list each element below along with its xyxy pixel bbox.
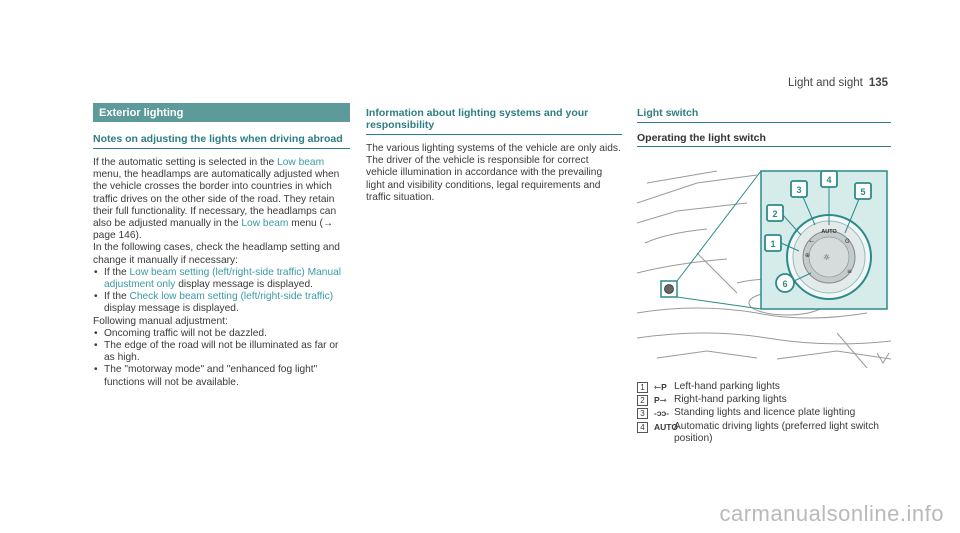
legend-list bbox=[637, 381, 891, 445]
dashboard-illustration bbox=[637, 163, 891, 371]
column-exterior-lighting bbox=[93, 103, 350, 389]
legend-number: 4 bbox=[637, 422, 648, 433]
legend-text: Automatic driving lights (preferred light switch position) bbox=[674, 420, 879, 444]
svg-text:6: 6 bbox=[782, 279, 788, 289]
section-title: Light and sight bbox=[788, 77, 863, 89]
legend-item bbox=[637, 407, 891, 419]
subheading-light-switch: Light switch bbox=[637, 103, 891, 123]
svg-text:4: 4 bbox=[826, 175, 832, 185]
knob-auto-label: AUTO bbox=[821, 229, 837, 235]
standing-lights-icon: -ɔɔ- bbox=[654, 408, 670, 419]
list-item: • Oncoming traffic will not be dazzled. bbox=[93, 328, 350, 340]
svg-text:☼: ☼ bbox=[823, 253, 831, 262]
legend-number: 2 bbox=[637, 395, 648, 406]
section-band: Exterior lighting bbox=[93, 103, 350, 122]
column-responsibility bbox=[366, 103, 622, 204]
watermark: carmanualsonline.info bbox=[719, 501, 944, 526]
text: display message is displayed. bbox=[175, 279, 313, 291]
text: If the automatic setting is selected in the bbox=[93, 157, 278, 168]
paragraph-responsibility: The various lighting systems of the vehicle are only aids. The driver of the vehicle is responsible for correct vehicle illumination in accordance with the prevailing light and visibility conditions, legal requirements and traffic situation. bbox=[366, 143, 621, 203]
parking-left-icon: ⇽P bbox=[654, 382, 667, 392]
text: menu, the headlamps are automatically adjusted when the vehicle crosses the border into countries in which traffic drives on the other side of the road. They retain their full functionality. If necessary, the headlamps can also be adjusted manually in the bbox=[93, 169, 340, 230]
paragraph-auto-adjust bbox=[93, 157, 350, 242]
subheading-responsibility: Information about lighting systems and your responsibility bbox=[366, 103, 622, 135]
auto-icon: AUTO bbox=[654, 421, 678, 432]
legend-number: 3 bbox=[637, 408, 648, 419]
page-number: 135 bbox=[868, 77, 888, 89]
svg-text:5: 5 bbox=[860, 187, 866, 197]
page-ref[interactable]: menu (→ page 146). bbox=[93, 218, 334, 242]
legend-number: 1 bbox=[637, 382, 648, 393]
legend-item bbox=[637, 421, 891, 445]
text: If the bbox=[104, 291, 130, 303]
paragraph-following: Following manual adjustment: bbox=[93, 315, 228, 327]
svg-text:ʘ: ʘ bbox=[845, 238, 850, 245]
legend-text: Left-hand parking lights bbox=[674, 381, 780, 392]
page-header bbox=[788, 77, 888, 89]
menu-ref-low-beam-2: Low beam bbox=[241, 218, 289, 230]
svg-text:1: 1 bbox=[770, 239, 776, 249]
svg-text:3: 3 bbox=[796, 185, 802, 195]
display-message: Low beam setting (left/right-side traffic) Manual adjustment only bbox=[104, 266, 342, 291]
bullet-list-effects bbox=[93, 328, 350, 389]
svg-text:⊕: ⊕ bbox=[805, 252, 811, 259]
text: display message is displayed. bbox=[104, 303, 239, 315]
dash-switch-icon bbox=[661, 281, 677, 297]
list-item: • The "motorway mode" and "enhanced fog light" functions will not be available. bbox=[93, 364, 350, 388]
paragraph-check: In the following cases, check the headlamp setting and change it manually if necessary: bbox=[93, 242, 340, 266]
legend-text: Right-hand parking lights bbox=[674, 394, 787, 406]
menu-ref-low-beam: Low beam bbox=[277, 157, 325, 168]
legend-item bbox=[637, 381, 891, 393]
svg-text:≡: ≡ bbox=[847, 268, 853, 275]
parking-right-icon: P⇾ bbox=[654, 395, 667, 406]
list-item: • The edge of the road will not be illuminated as far or as high. bbox=[93, 340, 350, 364]
display-message: Check low beam setting (left/right-side traffic) bbox=[129, 291, 334, 303]
legend-text: Standing lights and licence plate lighting bbox=[674, 407, 856, 419]
heading-operating: Operating the light switch bbox=[637, 128, 891, 147]
list-item bbox=[93, 291, 350, 315]
bullet-list-messages bbox=[93, 267, 350, 316]
subheading-driving-abroad: Notes on adjusting the lights when driving abroad bbox=[93, 129, 350, 149]
legend-item bbox=[637, 394, 891, 406]
list-item bbox=[93, 267, 350, 291]
column-light-switch bbox=[637, 103, 891, 445]
svg-text:⇽: ⇽ bbox=[809, 238, 815, 245]
light-switch-figure bbox=[637, 163, 891, 371]
text: If the bbox=[104, 266, 130, 278]
svg-text:2: 2 bbox=[772, 209, 778, 219]
